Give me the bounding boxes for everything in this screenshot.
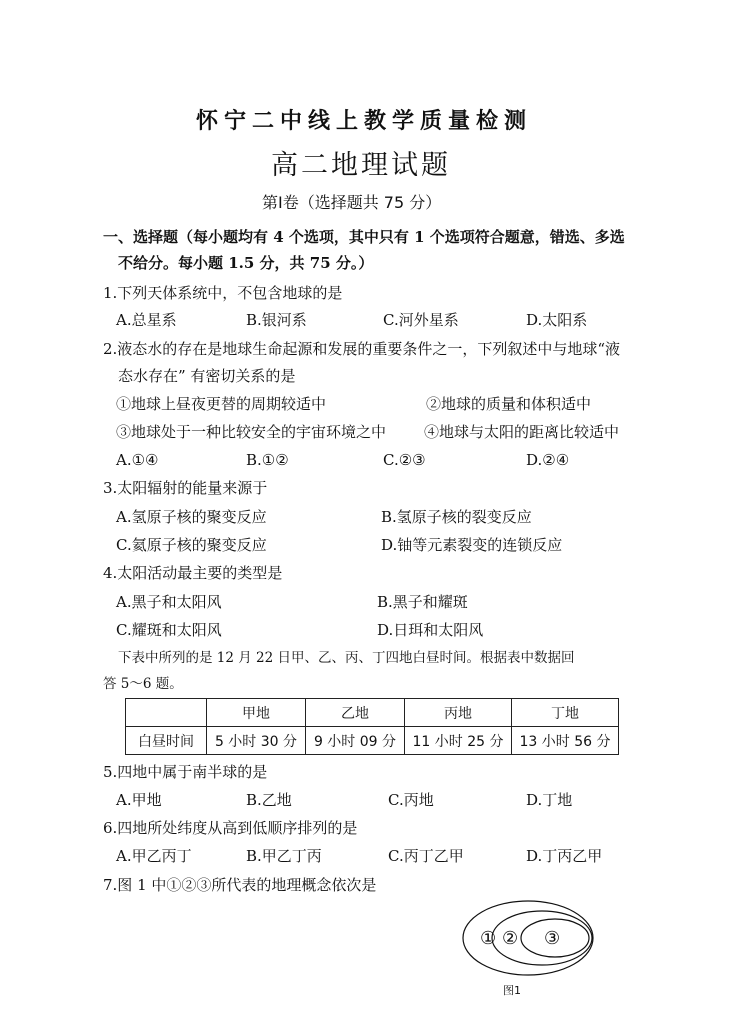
table-header-bing: 丙地	[405, 699, 512, 727]
q1-stem: 1.下列天体系统中，不包含地球的是	[103, 284, 343, 302]
q2-option-a: A.①④	[116, 451, 159, 469]
q2-option-d: D.②④	[526, 451, 570, 469]
q4-option-b: B.黑子和耀斑	[377, 593, 468, 611]
q6-option-b: B.甲乙丁丙	[246, 847, 322, 865]
q4-option-a: A.黑子和太阳风	[116, 593, 222, 611]
q4-option-d: D.日珥和太阳风	[377, 621, 484, 639]
q1-option-a: A.总星系	[116, 311, 177, 329]
q7-stem: 7.图 1 中①②③所代表的地理概念依次是	[103, 876, 377, 894]
q2-stem-cont: 态水存在” 有密切关系的是	[118, 367, 296, 385]
table-cell-bing: 11 小时 25 分	[405, 727, 512, 755]
q5-option-d: D.丁地	[526, 791, 573, 809]
table-cell-yi: 9 小时 09 分	[306, 727, 405, 755]
q2-option-b: B.①②	[246, 451, 289, 469]
q6-option-c: C.丙丁乙甲	[388, 847, 464, 865]
section-title-cont: 不给分。每小题 1.5 分，共 75 分。）	[118, 254, 374, 272]
nested-ellipses-figure	[462, 900, 594, 976]
q3-option-a: A.氢原子核的聚变反应	[116, 508, 267, 526]
table-intro-line1: 下表中所列的是 12 月 22 日甲、乙、丙、丁四地白昼时间。根据表中数据回	[118, 650, 575, 666]
table-header-row	[126, 699, 619, 727]
table-header-yi: 乙地	[306, 699, 405, 727]
table-header-ding: 丁地	[512, 699, 619, 727]
q5-option-a: A.甲地	[116, 791, 162, 809]
q6-stem: 6.四地所处纬度从高到低顺序排列的是	[103, 819, 358, 837]
table-row-label: 白昼时间	[126, 727, 207, 755]
table-cell-jia: 5 小时 30 分	[207, 727, 306, 755]
part-title: 第Ⅰ卷（选择题共 75 分）	[262, 193, 442, 212]
q4-stem: 4.太阳活动最主要的类型是	[103, 564, 283, 582]
q3-stem: 3.太阳辐射的能量来源于	[103, 479, 268, 497]
q1-option-d: D.太阳系	[526, 311, 588, 329]
q2-statement-3: ③地球处于一种比较安全的宇宙环境之中	[116, 423, 387, 441]
q1-option-b: B.银河系	[246, 311, 307, 329]
q5-option-c: C.丙地	[388, 791, 434, 809]
table-header-empty	[126, 699, 207, 727]
q3-option-b: B.氢原子核的裂变反应	[381, 508, 532, 526]
table-intro-line2: 答 5～6 题。	[103, 676, 183, 692]
section-title: 一、选择题（每小题均有 4 个选项，其中只有 1 个选项符合题意，错选、多选	[103, 228, 625, 246]
table-header-jia: 甲地	[207, 699, 306, 727]
table-row	[126, 727, 619, 755]
q5-stem: 5.四地中属于南半球的是	[103, 763, 268, 781]
q2-option-c: C.②③	[383, 451, 426, 469]
q1-option-c: C.河外星系	[383, 311, 459, 329]
figure-label-2: ②	[502, 928, 519, 949]
figure-label-1: ①	[480, 928, 497, 949]
q4-option-c: C.耀斑和太阳风	[116, 621, 222, 639]
q2-statement-1: ①地球上昼夜更替的周期较适中	[116, 395, 327, 413]
figure-caption: 图1	[503, 984, 521, 997]
q3-option-c: C.氦原子核的聚变反应	[116, 536, 267, 554]
q2-stem: 2.液态水的存在是地球生命起源和发展的重要条件之一，下列叙述中与地球“液	[103, 340, 620, 358]
daylight-table	[125, 698, 619, 755]
q5-option-b: B.乙地	[246, 791, 292, 809]
school-title: 怀宁二中线上教学质量检测	[196, 108, 533, 134]
subject-title: 高二地理试题	[271, 150, 451, 181]
q2-statement-4: ④地球与太阳的距离比较适中	[424, 423, 620, 441]
q3-option-d: D.铀等元素裂变的连锁反应	[381, 536, 563, 554]
table-cell-ding: 13 小时 56 分	[512, 727, 619, 755]
q6-option-a: A.甲乙丙丁	[116, 847, 192, 865]
q6-option-d: D.丁丙乙甲	[526, 847, 603, 865]
q2-statement-2: ②地球的质量和体积适中	[426, 395, 592, 413]
figure-label-3: ③	[544, 928, 561, 949]
